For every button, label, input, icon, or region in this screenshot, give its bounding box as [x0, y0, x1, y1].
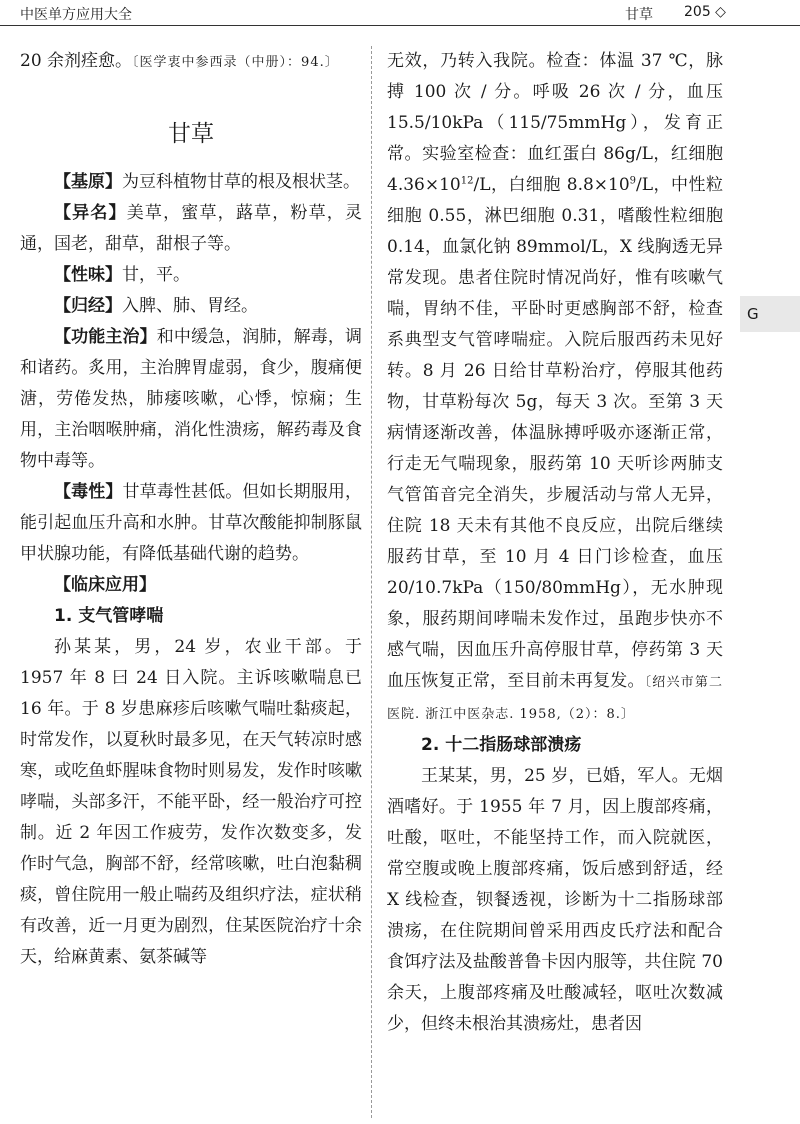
case1-cont-a: 无效，乃转入我院。检查：体温 37 ℃，脉搏 100 次 / 分。呼吸 26 次 / 分，血压 15.5/10kPa（115/75mmHg），发育正常。实验室检查：血红蛋白 86g/L，红细胞 4.36×10: [387, 51, 723, 195]
page-number: 205 ◇: [684, 4, 726, 20]
section-jiyuan: [20, 167, 362, 198]
jiyuan-label: 【基原】: [54, 172, 122, 192]
section-gongneng: [20, 322, 362, 477]
prev-tail-citation: 〔医学衷中参西录（中册）：94.〕: [132, 55, 339, 70]
duxing-label: 【毒性】: [54, 482, 123, 502]
section-yiming: [20, 198, 362, 260]
yiming-text: 美草，蜜草，蕗草，粉草，灵通，国老，甜草，甜根子等。: [20, 203, 362, 254]
guijing-text: 入脾、肺、胃经。: [122, 296, 258, 316]
right-column: [387, 46, 723, 1040]
duxing-text: 甘草毒性甚低。但如长期服用，能引起血压升高和水肿。甘草次酸能抑制豚鼠甲状腺功能，有降低基础代谢的趋势。: [20, 482, 363, 564]
case1-cont-c: /L，中性粒细胞 0.55，淋巴细胞 0.31，嗜酸性粒细胞 0.14，血氯化钠 89mmol/L，X 线胸透无异常发现。患者住院时情况尚好，惟有咳嗽气喘，胃纳不佳，平卧时更感胸部不舒，检查系典型支气管哮喘症。入院后服西药未见好转。8 月 26 日给甘草粉治疗，停服其他药物，甘草粉每次 5g，每天 3 次。至第 3 天病情逐渐改善，体温脉搏呼吸亦逐渐正常，行走无气喘现象，服药第 10 天听诊两肺支气管笛音完全消失，步履活动与常人无异，住院 18 天未有其他不良反应，出院后继续服药甘草，至 10 月 4 日门诊检查，血压 20/10.7kPa（150/80mmHg），无水肿现象，服药期间哮喘未发作过，虽跑步快亦不感气喘，因血压升高停服甘草，停药第 3 天血压恢复正常，至目前未再复发。: [387, 175, 723, 691]
superscript-9: 9: [629, 175, 637, 187]
section-duxing: [20, 477, 362, 570]
case2-text: 王某某，男，25 岁，已婚，军人。无烟酒嗜好。于 1955 年 7 月，因上腹部疼痛，吐酸，呕吐，不能坚持工作，而入院就医，常空腹或晚上腹部疼痛，饭后感到舒适，经 X 线检查，钡餐透视，诊断为十二指肠球部溃疡，在住院期间曾采用西皮氏疗法和配合食饵疗法及盐酸普鲁卡因内服等，共住院 70 余天，上腹部疼痛及吐酸减轻，呕吐次数减少，但终未根治其溃疡灶，患者因: [387, 766, 723, 1034]
yiming-label: 【异名】: [54, 203, 127, 223]
previous-entry-ending: [20, 46, 362, 78]
gongneng-label: 【功能主治】: [54, 327, 157, 347]
column-divider: [371, 46, 372, 1118]
running-header: [0, 0, 800, 26]
superscript-12: 12: [460, 175, 474, 187]
header-rule: [0, 25, 800, 26]
section-linchuang: [20, 570, 362, 601]
case1-cont-b: /L，白细胞 8.8×10: [473, 175, 630, 195]
xingwei-text: 甘，平。: [122, 265, 190, 285]
linchuang-label: 【临床应用】: [54, 575, 156, 595]
case1-continued: [387, 46, 723, 730]
index-tab: G: [740, 296, 800, 332]
case1-citation: 〔绍兴市第二医院. 浙江中医杂志. 1958,（2）：8.〕: [387, 675, 723, 722]
xingwei-label: 【性味】: [54, 265, 122, 285]
left-column: [20, 46, 362, 973]
chapter-name: 甘草: [625, 7, 653, 23]
section-xingwei: [20, 260, 362, 291]
case2-title: 2. 十二指肠球部溃疡: [421, 735, 582, 755]
book-title: 中医单方应用大全: [20, 7, 132, 23]
article-title: 甘草: [168, 121, 214, 147]
case1-text: 孙某某，男，24 岁，农业干部。于 1957 年 8 曰 24 日入院。主诉咳嗽喘息已 16 年。于 8 岁患麻疹后咳嗽气喘吐黏痰起，时常发作，以夏秋时最多见，在天气转凉时感寒，或吃鱼虾腥味食物时则易发，发作时咳嗽哮喘，头部多汗，不能平卧，经一般治疗可控制。近 2 年因工作疲劳，发作次数变多，发作时气急，胸部不舒，经常咳嗽，吐白泡黏稠痰，曾住院用一般止喘药及组织疗法，症状稍有改善，近一月更为剧烈，住某医院治疗十余天，给麻黄素、氨茶碱等: [20, 637, 362, 967]
gongneng-text: 和中缓急，润肺，解毒，调和诸药。炙用，主治脾胃虚弱，食少，腹痛便溏，劳倦发热，肺痿咳嗽，心悸，惊痫；生用，主治咽喉肿痛，消化性溃疡，解药毒及食物中毒等。: [20, 327, 363, 471]
prev-tail-text: 20 余剂痊愈。: [20, 51, 133, 71]
jiyuan-text: 为豆科植物甘草的根及根状茎。: [122, 172, 360, 192]
section-guijing: [20, 291, 362, 322]
case1-title: 1. 支气管哮喘: [54, 606, 164, 626]
guijing-label: 【归经】: [54, 296, 122, 316]
